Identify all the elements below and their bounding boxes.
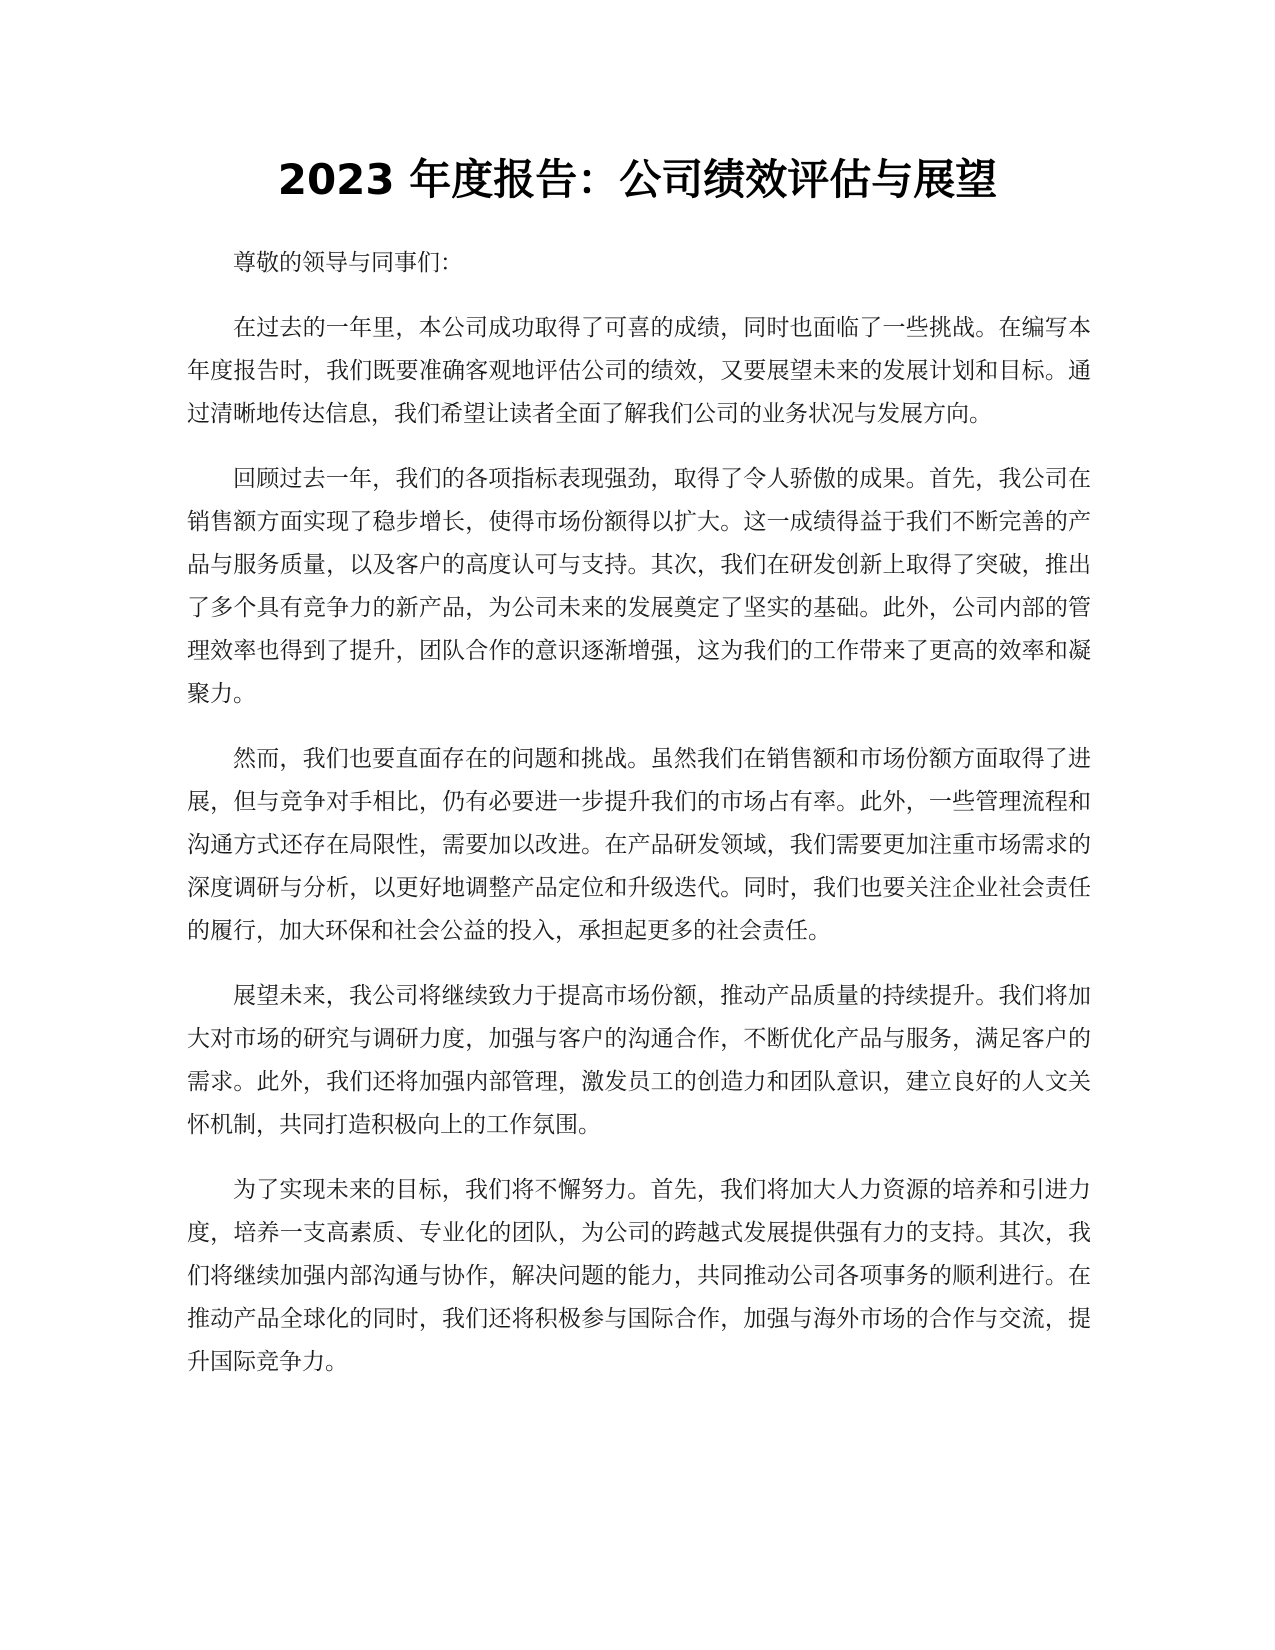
document-title: 2023 年度报告：公司绩效评估与展望 (277, 155, 998, 204)
paragraph-3: 然而，我们也要直面存在的问题和挑战。虽然我们在销售额和市场份额方面取得了进展，但与竞争对手相比，仍有必要进一步提升我们的市场占有率。此外，一些管理流程和沟通方式还存在局限性，需要加以改进。在产品研发领域，我们需要更加注重市场需求的深度调研与分析，以更好地调整产品定位和升级迭代。同时，我们也要关注企业社会责任的履行，加大环保和社会公益的投入，承担起更多的社会责任。 (187, 746, 1091, 944)
paragraph-1: 在过去的一年里，本公司成功取得了可喜的成绩，同时也面临了一些挑战。在编写本年度报告时，我们既要准确客观地评估公司的绩效，又要展望未来的发展计划和目标。通过清晰地传达信息，我们希望让读者全面了解我们公司的业务状况与发展方向。 (187, 315, 1091, 427)
paragraph-4: 展望未来，我公司将继续致力于提高市场份额，推动产品质量的持续提升。我们将加大对市场的研究与调研力度，加强与客户的沟通合作，不断优化产品与服务，满足客户的需求。此外，我们还将加强内部管理，激发员工的创造力和团队意识，建立良好的人文关怀机制，共同打造积极向上的工作氛围。 (187, 983, 1091, 1138)
document-body (187, 242, 1091, 1406)
paragraph-5: 为了实现未来的目标，我们将不懈努力。首先，我们将加大人力资源的培养和引进力度，培养一支高素质、专业化的团队，为公司的跨越式发展提供强有力的支持。其次，我们将继续加强内部沟通与协作，解决问题的能力，共同推动公司各项事务的顺利进行。在推动产品全球化的同时，我们还将积极参与国际合作，加强与海外市场的合作与交流，提升国际竞争力。 (187, 1177, 1091, 1375)
greeting: 尊敬的领导与同事们： (233, 250, 463, 276)
paragraph-2: 回顾过去一年，我们的各项指标表现强劲，取得了令人骄傲的成果。首先，我公司在销售额方面实现了稳步增长，使得市场份额得以扩大。这一成绩得益于我们不断完善的产品与服务质量，以及客户的高度认可与支持。其次，我们在研发创新上取得了突破，推出了多个具有竞争力的新产品，为公司未来的发展奠定了坚实的基础。此外，公司内部的管理效率也得到了提升，团队合作的意识逐渐增强，这为我们的工作带来了更高的效率和凝聚力。 (187, 466, 1091, 707)
